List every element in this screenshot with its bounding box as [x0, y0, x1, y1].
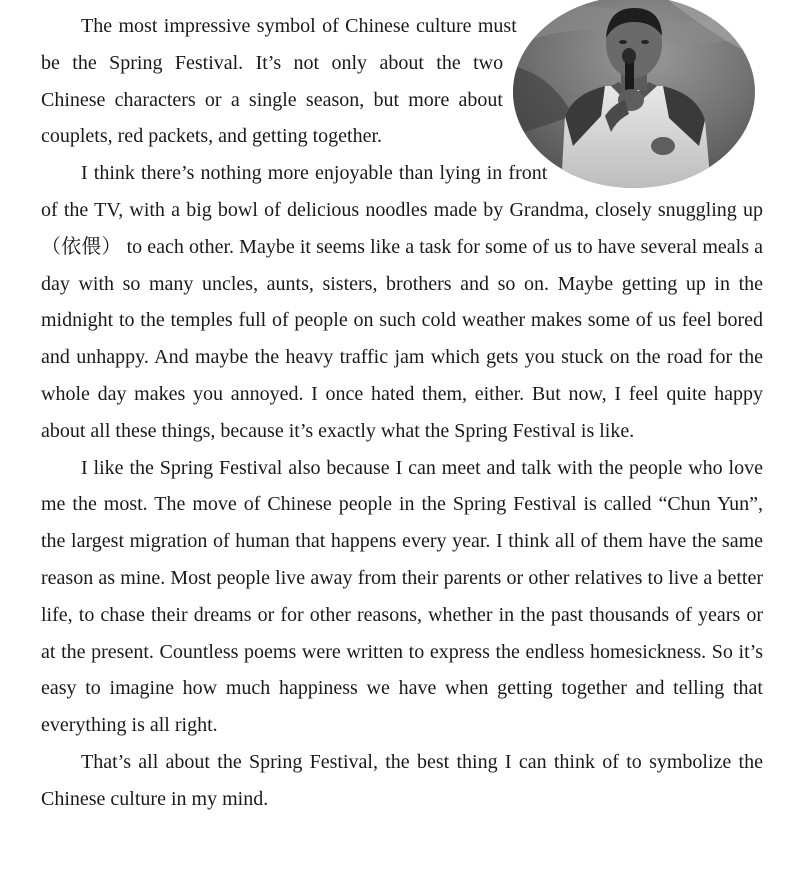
- paragraph: That’s all about the Spring Festival, the best thing I can think of to symbolize the Chinese culture in my mind.: [41, 750, 763, 810]
- paragraph: I like the Spring Festival also because I can meet and talk with the people who love me the most. The move of Chinese people in the Spring Festival is called “Chun Yun”, the largest migration of human that happens every year. I think all of them have the same reason as mine. Most people live away from their parents or other relatives to live a better life, to chase their dreams or for other reasons, whether in the past thousands of years or at the present. Countless poems were written to express the endless homesickness. So it’s easy to imagine how much happiness we have when getting together and telling that everything is all right.: [41, 456, 763, 737]
- article: [41, 8, 763, 818]
- student-photo: [503, 8, 763, 168]
- student-photo-image: [513, 0, 755, 188]
- paragraph: I think there’s nothing more enjoyable than lying in front of the TV, with a big bowl of delicious noodles made by Grandma, closely snuggling up（依偎） to each other. Maybe it seems like a task for some of us to have several meals a day with so many uncles, aunts, sisters, brothers and so on. Maybe getting up in the midnight to the temples full of people on such cold weather makes some of us feel bored and unhappy. And maybe the heavy traffic jam which gets you stuck on the road for the whole day makes you annoyed. I once hated them, either. But now, I feel quite happy about all these things, because it’s exactly what the Spring Festival is like.: [41, 162, 763, 442]
- paragraph: The most impressive symbol of Chinese culture must be the Spring Festival. It’s not only about the two Chinese characters or a single season, but more about couplets, red packets, and getting together.: [41, 15, 517, 148]
